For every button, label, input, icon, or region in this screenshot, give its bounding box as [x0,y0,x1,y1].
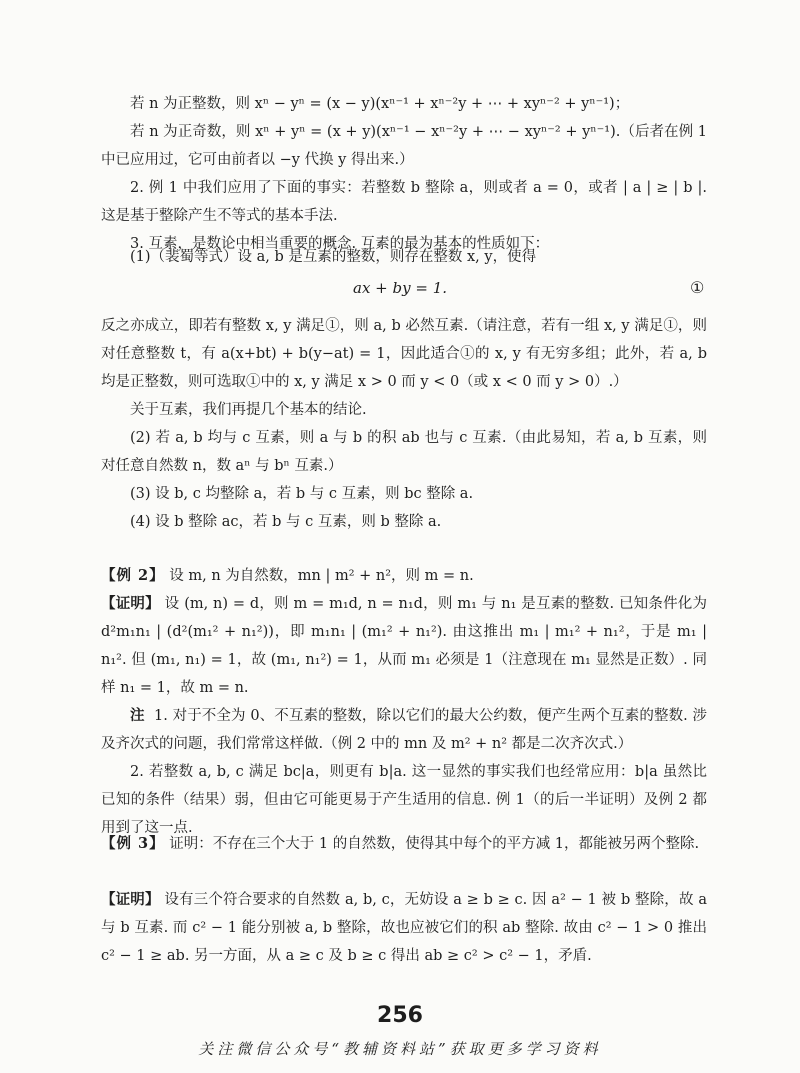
example-2-proof-label: 【证明】 [101,595,160,612]
example-3-label: 【例 3】 [101,835,165,852]
example-3-text: 证明：不存在三个大于 1 的自然数，使得其中每个的平方减 1，都能被另两个整除. [169,836,700,852]
bezout-text: (1)（裴蜀等式）设 a, b 是互素的整数，则存在整数 x, y，使得 [130,249,537,265]
paragraph-formula-sum: 若 n 为正奇数，则 xⁿ + yⁿ = (x + y)(xⁿ⁻¹ − xⁿ⁻²y + ⋯ − xyⁿ⁻² + yⁿ⁻¹).（后者在例 1 中已应用过，它可由前者以 −y 代换 y 得出来.） [101,124,707,168]
example-2-text: 设 m, n 为自然数，mn | m² + n²，则 m = n. [169,568,474,584]
example-3-proof [101,886,707,970]
paragraph-point-2: 2. 例 1 中我们应用了下面的事实：若整数 b 整除 a，则或者 a = 0，或者 | a | ≥ | b |. 这是基于整除产生不等式的基本手法. [101,180,707,224]
example-3-proof-label: 【证明】 [101,891,160,908]
paragraph-point-3: 3. 互素，是数论中相当重要的概念. 互素的最为基本的性质如下： [130,236,550,252]
paragraph-formula-difference: 若 n 为正整数，则 xⁿ − yⁿ = (x − y)(xⁿ⁻¹ + xⁿ⁻²y + ⋯ + xyⁿ⁻² + yⁿ⁻¹)； [130,96,630,112]
paragraph-bezout [101,243,707,271]
note-label: 注 [130,707,145,724]
paragraph-more-conclusions: 关于互素，我们再提几个基本的结论. [130,402,367,418]
footer-watermark: 关注微信公众号“教辅资料站”获取更多学习资料 [198,1040,602,1058]
paragraph-point-4-coprime: (4) 设 b 整除 ac，若 b 与 c 互素，则 b 整除 a. [130,514,442,530]
example-3-proof-text: 设有三个符合要求的自然数 a, b, c，无妨设 a ≥ b ≥ c. 因 a² − 1 被 b 整除，故 a 与 b 互素. 而 c² − 1 能分别被 a, b 整除，故也应被它们的积 ab 整除. 故由 c² − 1 > 0 推出 c² − 1 ≥ ab. 另一方面，从 a ≥ c 及 b ≥ c 得出 ab ≥ c² > c² − 1，矛盾. [101,892,707,964]
note-1-text: 1. 对于不全为 0、不互素的整数，除以它们的最大公约数，便产生两个互素的整数. 涉及齐次式的问题，我们常常这样做.（例 2 中的 mn 及 m² + n² 都是二次齐次式.） [101,708,708,752]
bezout-formula: ax + by = 1. [353,279,447,297]
note-1 [101,702,707,758]
paragraph-point-3-coprime: (3) 设 b, c 均整除 a，若 b 与 c 互素，则 bc 整除 a. [130,486,474,502]
example-2-proof [101,590,707,702]
example-2 [101,562,707,590]
example-2-proof-text: 设 (m, n) = d，则 m = m₁d, n = n₁d，则 m₁ 与 n₁ 是互素的整数. 已知条件化为 d²m₁n₁ | (d²(m₁² + n₁²))，即 m₁n₁ | (m₁² + n₁²). 由这推出 m₁ | m₁² + n₁²，于是 m₁ | n₁². 但 (m₁, n₁) = 1，故 (m₁, n₁²) = 1，从而 m₁ 必须是 1（注意现在 m₁ 显然是正数）. 同样 n₁ = 1，故 m = n. [101,596,707,696]
example-2-label: 【例 2】 [101,567,165,584]
paragraph-converse: 反之亦成立，即若有整数 x, y 满足①，则 a, b 必然互素.（请注意，若有一组 x, y 满足①，则对任意整数 t，有 a(x+bt) + b(y−at) = 1，因此适合①的 x, y 有无穷多组；此外，若 a, b 均是正整数，则可选取①中的 x, y 满足 x > 0 而 y < 0（或 x < 0 而 y > 0）.） [101,318,707,390]
note-2: 2. 若整数 a, b, c 满足 bc|a，则更有 b|a. 这一显然的事实我们也经常应用：b|a 虽然比已知的条件（结果）弱，但由它可能更易于产生适用的信息. 例 1（的后一半证明）及例 2 都用到了这一点. [101,764,707,836]
page-number: 256 [377,1003,423,1028]
example-3 [101,830,707,858]
formula-tag: ① [690,278,705,297]
paragraph-point-2-coprime: (2) 若 a, b 均与 c 互素，则 a 与 b 的积 ab 也与 c 互素.（由此易知，若 a, b 互素，则对任意自然数 n，数 aⁿ 与 bⁿ 互素.） [101,430,707,474]
